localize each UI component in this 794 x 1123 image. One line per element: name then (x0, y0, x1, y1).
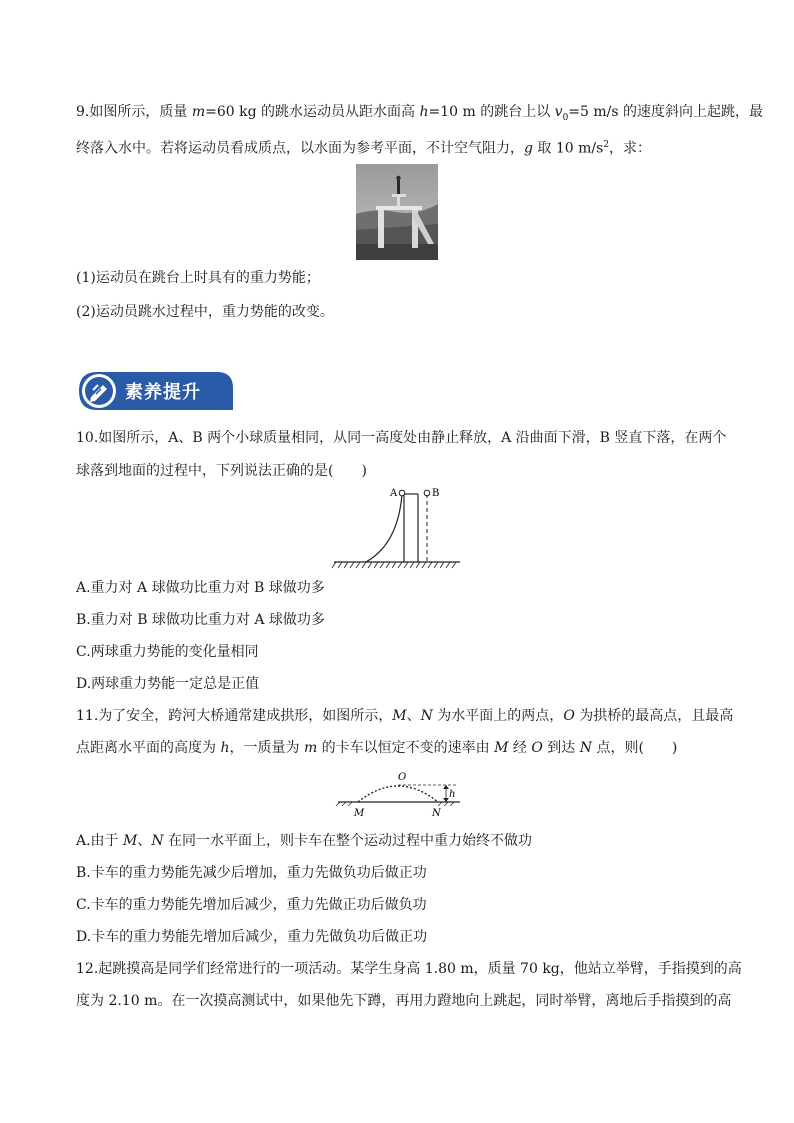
q9-line-1: 9.如图所示，质量 m=60 kg 的跳水运动员从距水面高 h=10 m 的跳台上以 $v_0=5$ m/s 的速度斜向上起跳，最 (76, 104, 764, 123)
q11-option-d: D.卡车的重力势能先增加后减少，重力先做负功后做正功 (76, 929, 428, 945)
q11-option-a: A.由于 M、N 在同一水平面上，则卡车在整个运动过程中重力始终不做功 (76, 833, 533, 849)
q11-option-c: C.卡车的重力势能先增加后减少，重力先做正功后做负功 (76, 897, 427, 913)
q9-subquestion-1: (1)运动员在跳台上时具有的重力势能； (76, 270, 320, 286)
q10-option-a: A.重力对 A 球做功比重力对 B 球做功多 (76, 580, 325, 596)
q10-option-d: D.两球重力势能一定总是正值 (76, 676, 260, 692)
q12-line-2: 度为 2.10 m。在一次摸高测试中，如果他先下蹲，再用力蹬地向上跳起，同时举臂，离地后手指摸到的高 (76, 993, 732, 1009)
diving-platform-photo (356, 164, 438, 260)
section-badge (77, 370, 235, 410)
q9-line-2: 终落入水中。若将运动员看成质点，以水面为参考平面，不计空气阻力，g 取 10 $m/s^2$，求： (76, 140, 652, 157)
q11-figure (334, 766, 464, 820)
q12-line-1: 12.起跳摸高是同学们经常进行的一项活动。某学生身高 1.80 m，质量 70 kg，他站立举臂，手指摸到的高 (76, 961, 742, 977)
q10-label-a: A (390, 488, 398, 499)
pencil-icon (84, 376, 114, 406)
q11-option-b: B.卡车的重力势能先减少后增加，重力先做负功后做正功 (76, 865, 427, 881)
q10-label-b: B (432, 488, 440, 499)
q10-option-b: B.重力对 B 球做功比重力对 A 球做功多 (76, 612, 325, 628)
q10-line-1: 10.如图所示，A、B 两个小球质量相同，从同一高度处由静止释放，A 沿曲面下滑，B 竖直下落，在两个 (76, 430, 727, 446)
q9-subquestion-2: (2)运动员跳水过程中，重力势能的改变。 (76, 304, 334, 320)
q11-label-n: N (432, 808, 441, 819)
q10-figure (330, 484, 464, 572)
q11-label-h: h (449, 789, 456, 800)
q10-line-2: 球落到地面的过程中，下列说法正确的是( ) (76, 463, 367, 479)
q11-line-2: 点距离水平面的高度为 h，一质量为 m 的卡车以恒定不变的速率由 M 经 O 到达 N 点，则( ) (76, 740, 678, 756)
q11-line-1: 11.为了安全，跨河大桥通常建成拱形，如图所示，M、N 为水平面上的两点，O 为拱桥的最高点，且最高 (76, 708, 734, 724)
section-title: 素养提升 (125, 382, 201, 403)
q11-label-o: O (398, 772, 407, 783)
q11-label-m: M (354, 808, 365, 819)
q10-option-c: C.两球重力势能的变化量相同 (76, 644, 259, 660)
